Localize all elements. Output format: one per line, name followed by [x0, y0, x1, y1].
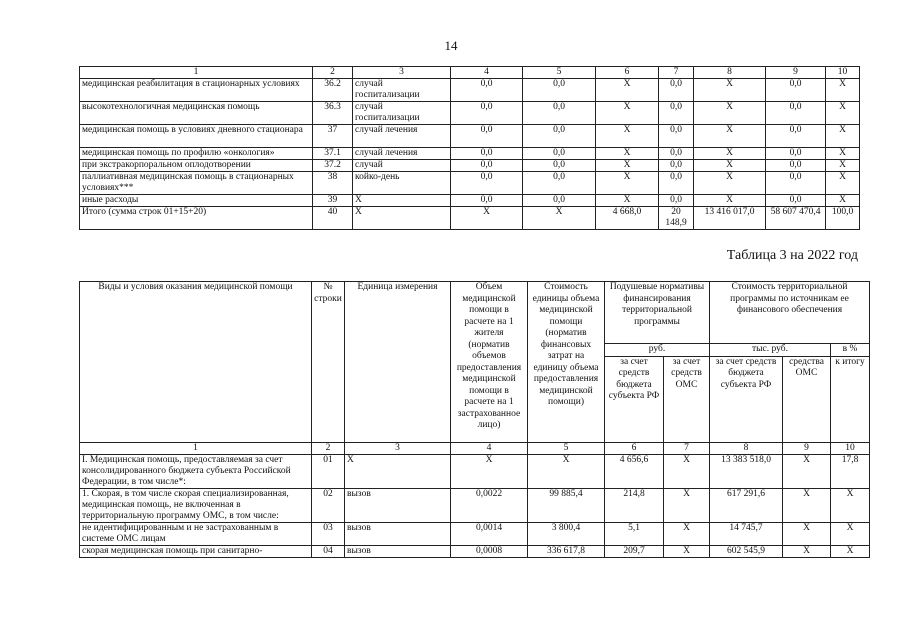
table-cell: случай госпитализации: [353, 79, 451, 102]
table-number-row: [80, 442, 870, 454]
col-header: 2: [313, 67, 353, 79]
table-cell: X: [353, 195, 451, 207]
table-cell: X: [826, 79, 860, 102]
table-cell: 336 617,8: [528, 545, 605, 557]
table-cell: X: [826, 195, 860, 207]
table-cell: 0,0: [659, 148, 694, 160]
table-cell: 17,8: [831, 454, 870, 488]
table-cell: 0,0: [659, 172, 694, 195]
table-cell: 13 416 017,0: [694, 207, 766, 230]
table-cell: X: [664, 454, 710, 488]
table-cell: 209,7: [605, 545, 664, 557]
table-cell: X: [831, 545, 870, 557]
table-cell: 0,0: [523, 195, 596, 207]
table-cell: X: [523, 207, 596, 230]
table-cell: 58 607 470,4: [766, 207, 826, 230]
table-caption: Таблица 3 на 2022 год: [726, 248, 858, 263]
table-row: [80, 488, 870, 522]
table-cell: X: [664, 488, 710, 522]
header-budget-rub: за счет средств бюджета субъекта РФ: [605, 356, 664, 442]
table-cell: 0,0: [451, 195, 523, 207]
table-cell: 4 656,6: [605, 454, 664, 488]
table-cell: X: [596, 195, 659, 207]
table-cell: 0,0: [659, 195, 694, 207]
col-header: 4: [451, 67, 523, 79]
header-kind: Виды и условия оказания медицинской помощи: [80, 282, 312, 443]
table-cell: 0,0: [766, 125, 826, 148]
table-cell: X: [596, 125, 659, 148]
row-label-cell: медицинская реабилитация в стационарных условиях: [80, 79, 313, 102]
table-cell: 37: [313, 125, 353, 148]
col-number: 3: [345, 442, 451, 454]
row-label-cell: при экстракорпоральном оплодотворении: [80, 160, 313, 172]
table-cell: 39: [313, 195, 353, 207]
table-cell: 0,0: [523, 102, 596, 125]
table-row: [80, 195, 860, 207]
header-oms-rub: за счет средств ОМС: [664, 356, 710, 442]
table-cell: X: [826, 172, 860, 195]
table-cell: 37.1: [313, 148, 353, 160]
row-label-cell: 1. Скорая, в том числе скорая специализированная, медицинская помощь, не включенная в территориальную программу ОМС, в том числе:: [80, 488, 312, 522]
table-cell: 14 745,7: [710, 522, 783, 545]
table-cell: 0,0: [766, 79, 826, 102]
table-cell: 0,0: [659, 79, 694, 102]
col-header: 1: [80, 67, 313, 79]
table-row: [80, 454, 870, 488]
col-number: 7: [664, 442, 710, 454]
col-header: 6: [596, 67, 659, 79]
table-cell: 0,0: [659, 102, 694, 125]
header-volume: Объем медицинской помощи в расчете на 1 жителя (норматив объемов предоставления медицинской помощи в расчете на 1 застрахованное лицо): [451, 282, 528, 443]
table-cell: 0,0008: [451, 545, 528, 557]
table-cell: 0,0: [766, 195, 826, 207]
row-label-cell: не идентифицированным и не застрахованным в системе ОМС лицам: [80, 522, 312, 545]
table-cell: 4 668,0: [596, 207, 659, 230]
table-cell: койко-день: [353, 172, 451, 195]
table-cell: X: [831, 522, 870, 545]
table-cell: X: [783, 488, 831, 522]
col-number: 1: [80, 442, 312, 454]
col-number: 4: [451, 442, 528, 454]
table-cell: X: [596, 172, 659, 195]
table-cell: случай госпитализации: [353, 102, 451, 125]
table-row: [80, 125, 860, 148]
table-cell: X: [826, 125, 860, 148]
header-oms-ths: средства ОМС: [783, 356, 831, 442]
table-cell: X: [694, 172, 766, 195]
table-cell: X: [831, 488, 870, 522]
table-cell: 0,0: [451, 79, 523, 102]
row-label-cell: медицинская помощь в условиях дневного стационара: [80, 125, 313, 148]
col-header: 9: [766, 67, 826, 79]
table-cell: X: [826, 102, 860, 125]
table-cell: X: [528, 454, 605, 488]
table-cell: X: [596, 79, 659, 102]
table-cell: случай: [353, 160, 451, 172]
table-cell: вызов: [345, 545, 451, 557]
table-cell: 0,0: [766, 172, 826, 195]
table-cell: 0,0: [451, 160, 523, 172]
row-label-cell: скорая медицинская помощь при санитарно-: [80, 545, 312, 557]
table-cell: 0,0: [523, 172, 596, 195]
col-header: 3: [353, 67, 451, 79]
table-cell: 0,0: [766, 102, 826, 125]
table-cell: 04: [312, 545, 345, 557]
col-number: 5: [528, 442, 605, 454]
table-cell: 0,0: [451, 172, 523, 195]
table-cell: 01: [312, 454, 345, 488]
table-cell: X: [596, 160, 659, 172]
col-number: 10: [831, 442, 870, 454]
table-cell: 0,0: [766, 160, 826, 172]
table-row: [80, 148, 860, 160]
table-cell: X: [826, 160, 860, 172]
table-cell: 38: [313, 172, 353, 195]
table-cell: 617 291,6: [710, 488, 783, 522]
table-cell: X: [451, 454, 528, 488]
table-cell: 0,0: [451, 102, 523, 125]
table-cell: 3 800,4: [528, 522, 605, 545]
table-cell: X: [345, 454, 451, 488]
col-header: 5: [523, 67, 596, 79]
table-cell: 0,0: [451, 148, 523, 160]
table-cell: 36.2: [313, 79, 353, 102]
table-cell: 0,0: [523, 79, 596, 102]
col-number: 9: [783, 442, 831, 454]
header-program-cost: Стоимость территориальной программы по источникам ее финансового обеспечения: [710, 282, 870, 344]
row-label-cell: иные расходы: [80, 195, 313, 207]
table-cell: 0,0014: [451, 522, 528, 545]
table-cell: 02: [312, 488, 345, 522]
table-row: [80, 207, 860, 230]
table-row: [80, 79, 860, 102]
table-cell: 0,0: [766, 148, 826, 160]
table-2022: [79, 281, 870, 558]
table-cell: 0,0: [659, 160, 694, 172]
table-header-row: [80, 67, 860, 79]
table-continuation-body: [80, 67, 860, 230]
col-header: 10: [826, 67, 860, 79]
header-ths-rub: тыс. руб.: [710, 344, 831, 357]
table-cell: X: [451, 207, 523, 230]
col-number: 6: [605, 442, 664, 454]
table-cell: 0,0022: [451, 488, 528, 522]
row-label-cell: медицинская помощь по профилю «онкология»: [80, 148, 313, 160]
table-cell: 5,1: [605, 522, 664, 545]
table-cell: 40: [313, 207, 353, 230]
header-row-no: № строки: [312, 282, 345, 443]
table-cell: 0,0: [523, 125, 596, 148]
table-cell: X: [596, 148, 659, 160]
col-number: 2: [312, 442, 345, 454]
col-number: 8: [710, 442, 783, 454]
table-cell: X: [783, 454, 831, 488]
table-cell: X: [694, 125, 766, 148]
table-row: [80, 102, 860, 125]
table-cell: X: [694, 195, 766, 207]
table-cell: случай лечения: [353, 125, 451, 148]
header-percent: в %: [831, 344, 870, 357]
col-header: 7: [659, 67, 694, 79]
table-cell: 214,8: [605, 488, 664, 522]
table-cell: 0,0: [523, 148, 596, 160]
header-cost: Стоимость единицы объема медицинской помощи (норматив финансовых затрат на единицу объема предоставления медицинской помощи): [528, 282, 605, 443]
table-row: [80, 545, 870, 557]
table-cell: X: [694, 148, 766, 160]
table-continuation: [79, 66, 860, 230]
table-cell: X: [353, 207, 451, 230]
table-cell: 602 545,9: [710, 545, 783, 557]
row-label-cell: высокотехнологичная медицинская помощь: [80, 102, 313, 125]
header-budget-ths: за счет средств бюджета субъекта РФ: [710, 356, 783, 442]
table-cell: 37.2: [313, 160, 353, 172]
header-rub: руб.: [605, 344, 710, 357]
header-per-capita: Подушевые нормативы финансирования территориальной программы: [605, 282, 710, 344]
header-unit: Единица измерения: [345, 282, 451, 443]
table-cell: 99 885,4: [528, 488, 605, 522]
table-cell: X: [694, 102, 766, 125]
table-cell: X: [664, 522, 710, 545]
table-row: [80, 160, 860, 172]
table-row: [80, 172, 860, 195]
table-cell: вызов: [345, 522, 451, 545]
table-cell: случай лечения: [353, 148, 451, 160]
table-cell: 36.3: [313, 102, 353, 125]
table-cell: X: [596, 102, 659, 125]
row-label-cell: Итого (сумма строк 01+15+20): [80, 207, 313, 230]
row-label-cell: I. Медицинская помощь, предоставляемая за счет консолидированного бюджета субъекта Российской Федерации, в том числе*:: [80, 454, 312, 488]
table-cell: X: [694, 160, 766, 172]
table-cell: 20 148,9: [659, 207, 694, 230]
table-cell: вызов: [345, 488, 451, 522]
table-cell: X: [783, 522, 831, 545]
table-cell: 100,0: [826, 207, 860, 230]
table-header-row: [80, 282, 870, 344]
row-label-cell: паллиативная медицинская помощь в стационарных условиях***: [80, 172, 313, 195]
page-number: 14: [444, 38, 458, 53]
table-cell: X: [694, 79, 766, 102]
table-2022-body: [80, 282, 870, 558]
table-cell: 13 383 518,0: [710, 454, 783, 488]
table-cell: X: [664, 545, 710, 557]
table-cell: X: [826, 148, 860, 160]
header-to-total: к итогу: [831, 356, 870, 442]
table-cell: 0,0: [523, 160, 596, 172]
table-cell: X: [783, 545, 831, 557]
table-cell: 0,0: [659, 125, 694, 148]
col-header: 8: [694, 67, 766, 79]
table-row: [80, 522, 870, 545]
table-cell: 03: [312, 522, 345, 545]
table-cell: 0,0: [451, 125, 523, 148]
